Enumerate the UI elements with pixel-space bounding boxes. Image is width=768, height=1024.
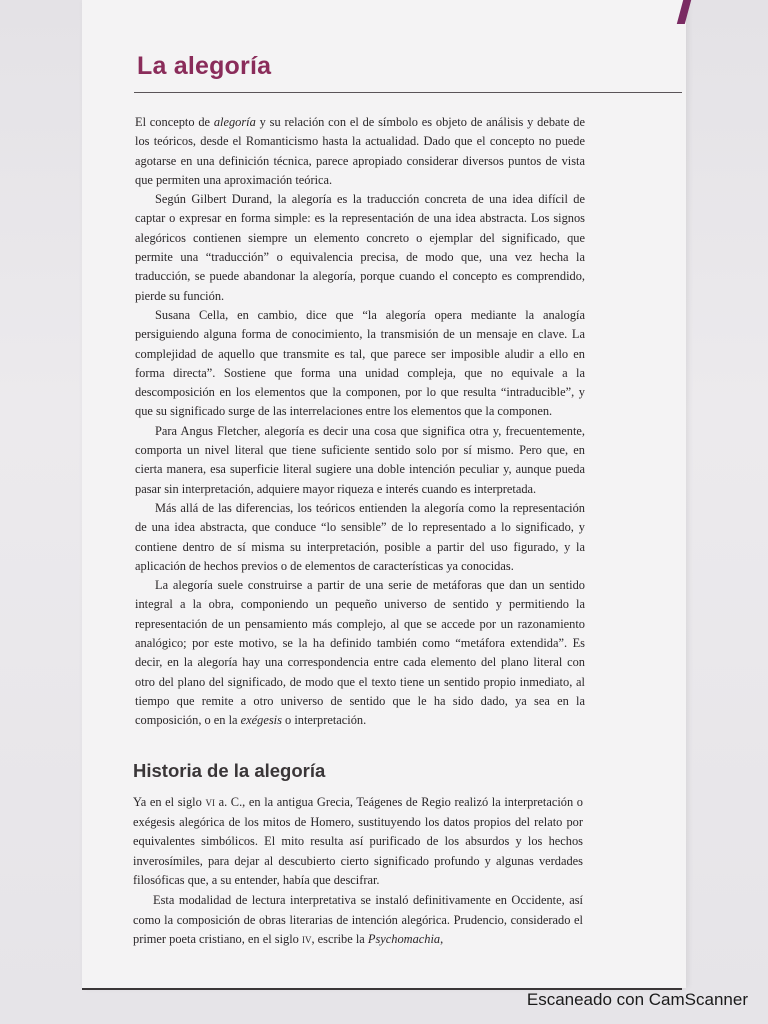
paragraph-1: El concepto de alegoría y su relación con el de símbolo es objeto de análisis y debate de los teóricos, desde el Romanticismo hasta la actualidad. Dado que el concepto no puede agotarse en una definición técnica, parece apropiado considerar diversos puntos de vista que permiten una aproximación teórica. [135,115,585,187]
section-text [133,793,583,950]
title-divider [134,92,682,93]
section-paragraph-1: Ya en el siglo vi a. C., en la antigua Grecia, Teágenes de Regio realizó la interpretación o exégesis alegórica de los mitos de Homero, sustituyendo los datos propios del relato por equivalentes simbólicos. El mito resulta así purificado de los absurdos y los hechos inverosímiles, para dejar al descubierto cierto significado profundo y algunas verdades filosóficas que, a su entender, había que descifrar. [133,795,583,888]
section-paragraph-2: Esta modalidad de lectura interpretativa se instaló definitivamente en Occidente, así como la composición de obras literarias de intención alegórica. Prudencio, considerado el primer poeta cristiano, en el siglo iv, escribe la Psychomachia, [133,892,583,947]
paragraph-2: Según Gilbert Durand, la alegoría es la traducción concreta de una idea difícil de captar o expresar en forma simple: es la representación de una idea abstracta. Los signos alegóricos contienen siempre un elemento concreto o ejemplar del significado, que permite una “traducción” o equivalencia precisa, de modo que, una vez hecha la traducción, se puede abandonar la alegoría, porque cuando el concepto es comprendido, pierde su función. [135,192,585,303]
section-heading: Historia de la alegoría [133,760,326,781]
scanner-watermark: Escaneado con CamScanner [526,990,748,1009]
main-text [135,113,585,731]
page-title: La alegoría [137,52,272,80]
paragraph-3: Susana Cella, en cambio, dice que “la alegoría opera mediante la analogía persiguiendo alguna forma de conocimiento, la transmisión de un mensaje en clave. La complejidad de aquello que transmite es tal, que parece ser imposible aludir a ello en forma directa”. Sostiene que forma una unidad compleja, que no equivale a la descomposición en los elementos que la componen, por lo que resulta “intraducible”, y que su significado surge de las interrelaciones entre los elementos que la componen. [135,307,585,419]
paragraph-5: Más allá de las diferencias, los teóricos entienden la alegoría como la representación de una idea abstracta, que conduce “lo sensible” de lo representado a lo significado, y contiene dentro de sí misma su interpretación, posible a partir del uso figurado, y la aplicación de hechos previos o de elementos de características ya conocidas. [135,500,585,573]
paragraph-6: La alegoría suele construirse a partir de una serie de metáforas que dan un sentido integral a la obra, componiendo un pequeño universo de sentido y permitiendo la representación de un pensamiento más complejo, al que se accede por un razonamiento analógico; por este motivo, se la ha definido también como “metáfora extendida”. Es decir, en la alegoría hay una correspondencia entre cada elemento del plano literal con otro del plano del significado, de modo que el texto tiene un sentido propio inmediato, al tiempo que remite a otro universo de sentido que le ha sido dado, ya sea en la composición, o en la exégesis o interpretación. [135,578,585,728]
paragraph-4: Para Angus Fletcher, alegoría es decir una cosa que significa otra y, frecuentemente, comporta un nivel literal que tiene suficiente sentido solo por sí mismo. Pero que, en cierta manera, esa superficie literal sugiere una doble intención peculiar y, aunque pueda pasar sin interpretación, adquiere mayor riqueza e interés cuando es interpretada. [135,423,585,496]
